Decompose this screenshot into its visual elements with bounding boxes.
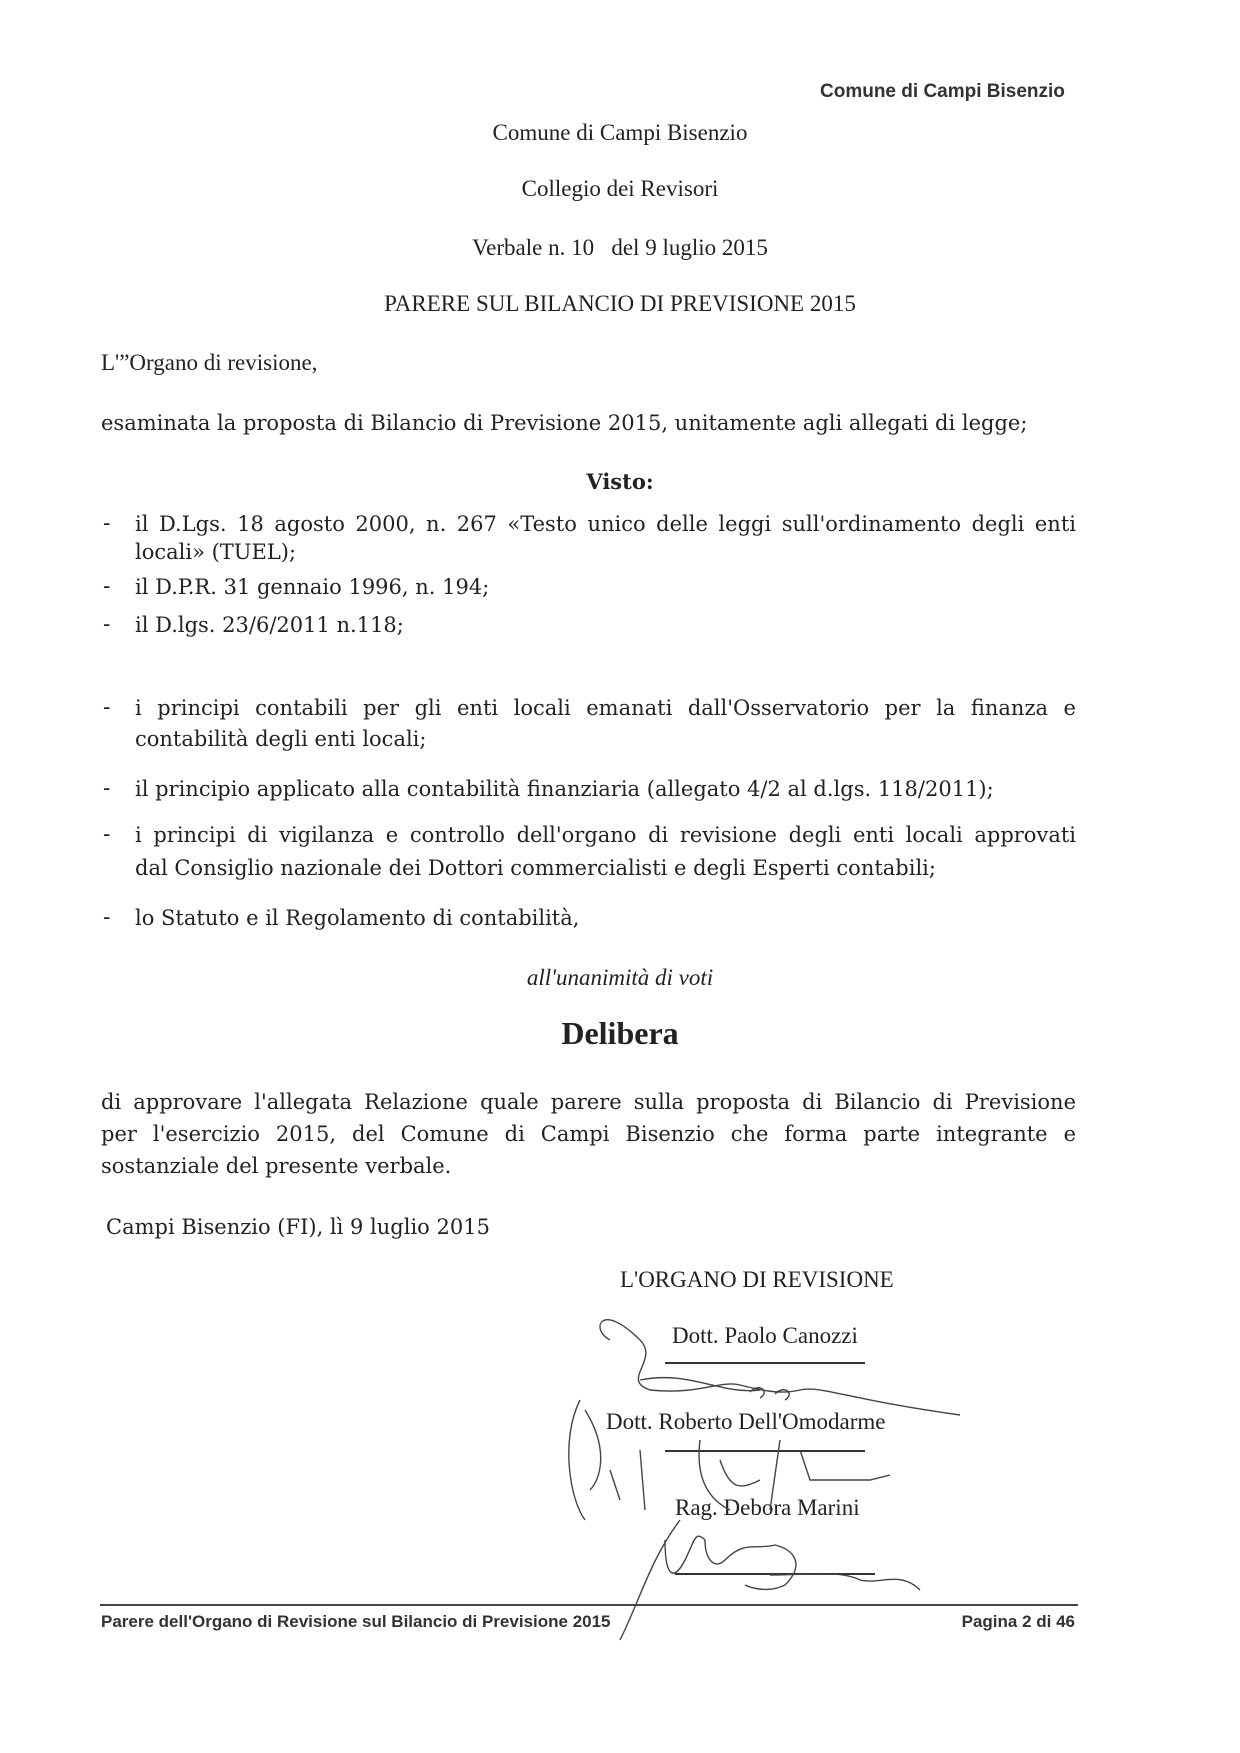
examined-text: esaminata la proposta di Bilancio di Previsione 2015, unitamente agli allegati di legge; — [101, 411, 1028, 435]
footer-rule — [100, 1604, 1078, 1606]
visto-item-line: il D.lgs. 23/6/2011 n.118; — [135, 613, 404, 637]
visto-item-line: lo Statuto e il Regolamento di contabilità, — [135, 906, 580, 930]
intro-text: L'”Organo di revisione, — [101, 350, 318, 375]
signatory-name: Rag. Debora Marini — [675, 1495, 860, 1520]
decision-line: di approvare l'allegata Relazione quale parere sulla proposta di Bilancio di Previsione — [101, 1090, 1076, 1114]
unanimity-text: all'unanimità di voti — [526, 965, 714, 990]
visto-item-line: locali» (TUEL); — [135, 540, 297, 564]
document-subject: PARERE SUL BILANCIO DI PREVISIONE 2015 — [384, 291, 856, 316]
collegio-title: Collegio dei Revisori — [521, 176, 719, 201]
signatures-heading: L'ORGANO DI REVISIONE — [620, 1267, 894, 1292]
bullet-dash: - — [103, 511, 111, 536]
visto-item-line: i principi contabili per gli enti locali emanati dall'Osservatorio per la finanza e — [135, 696, 1076, 720]
place-date: Campi Bisenzio (FI), lì 9 luglio 2015 — [106, 1215, 490, 1239]
visto-item-line: il D.Lgs. 18 agosto 2000, n. 267 «Testo unico delle leggi sull'ordinamento degli enti — [135, 512, 1076, 536]
bullet-dash: - — [103, 695, 111, 720]
visto-item-line: il D.P.R. 31 gennaio 1996, n. 194; — [135, 575, 490, 599]
decision-line: sostanziale del presente verbale. — [101, 1154, 452, 1178]
bullet-dash: - — [103, 822, 111, 847]
bullet-dash: - — [103, 776, 111, 801]
decision-line: per l'esercizio 2015, del Comune di Campi Bisenzio che forma parte integrante e — [101, 1122, 1076, 1146]
visto-item-line: il principio applicato alla contabilità finanziaria (allegato 4/2 al d.lgs. 118/2011); — [135, 777, 994, 801]
bullet-dash: - — [103, 574, 111, 599]
visto-item-line: i principi di vigilanza e controllo dell'organo di revisione degli enti locali approvati — [135, 823, 1076, 847]
footer-left: Parere dell'Organo di Revisione sul Bilancio di Previsione 2015 — [101, 1612, 611, 1631]
decision-heading: Delibera — [561, 1015, 679, 1051]
bullet-dash: - — [103, 612, 111, 637]
visto-item-line: dal Consiglio nazionale dei Dottori commercialisti e degli Esperti contabili; — [135, 856, 936, 880]
minutes-number: Verbale n. 10 del 9 luglio 2015 — [472, 235, 768, 260]
municipality-title: Comune di Campi Bisenzio — [492, 120, 748, 145]
footer-page-number: Pagina 2 di 46 — [961, 1612, 1075, 1631]
visto-item-line: contabilità degli enti locali; — [135, 727, 427, 751]
signatory-name: Dott. Roberto Dell'Omodarme — [606, 1409, 886, 1434]
page-header: Comune di Campi Bisenzio — [820, 81, 1065, 102]
signatory-name: Dott. Paolo Canozzi — [672, 1323, 858, 1348]
bullet-dash: - — [103, 905, 111, 930]
visto-label: Visto: — [586, 469, 654, 494]
